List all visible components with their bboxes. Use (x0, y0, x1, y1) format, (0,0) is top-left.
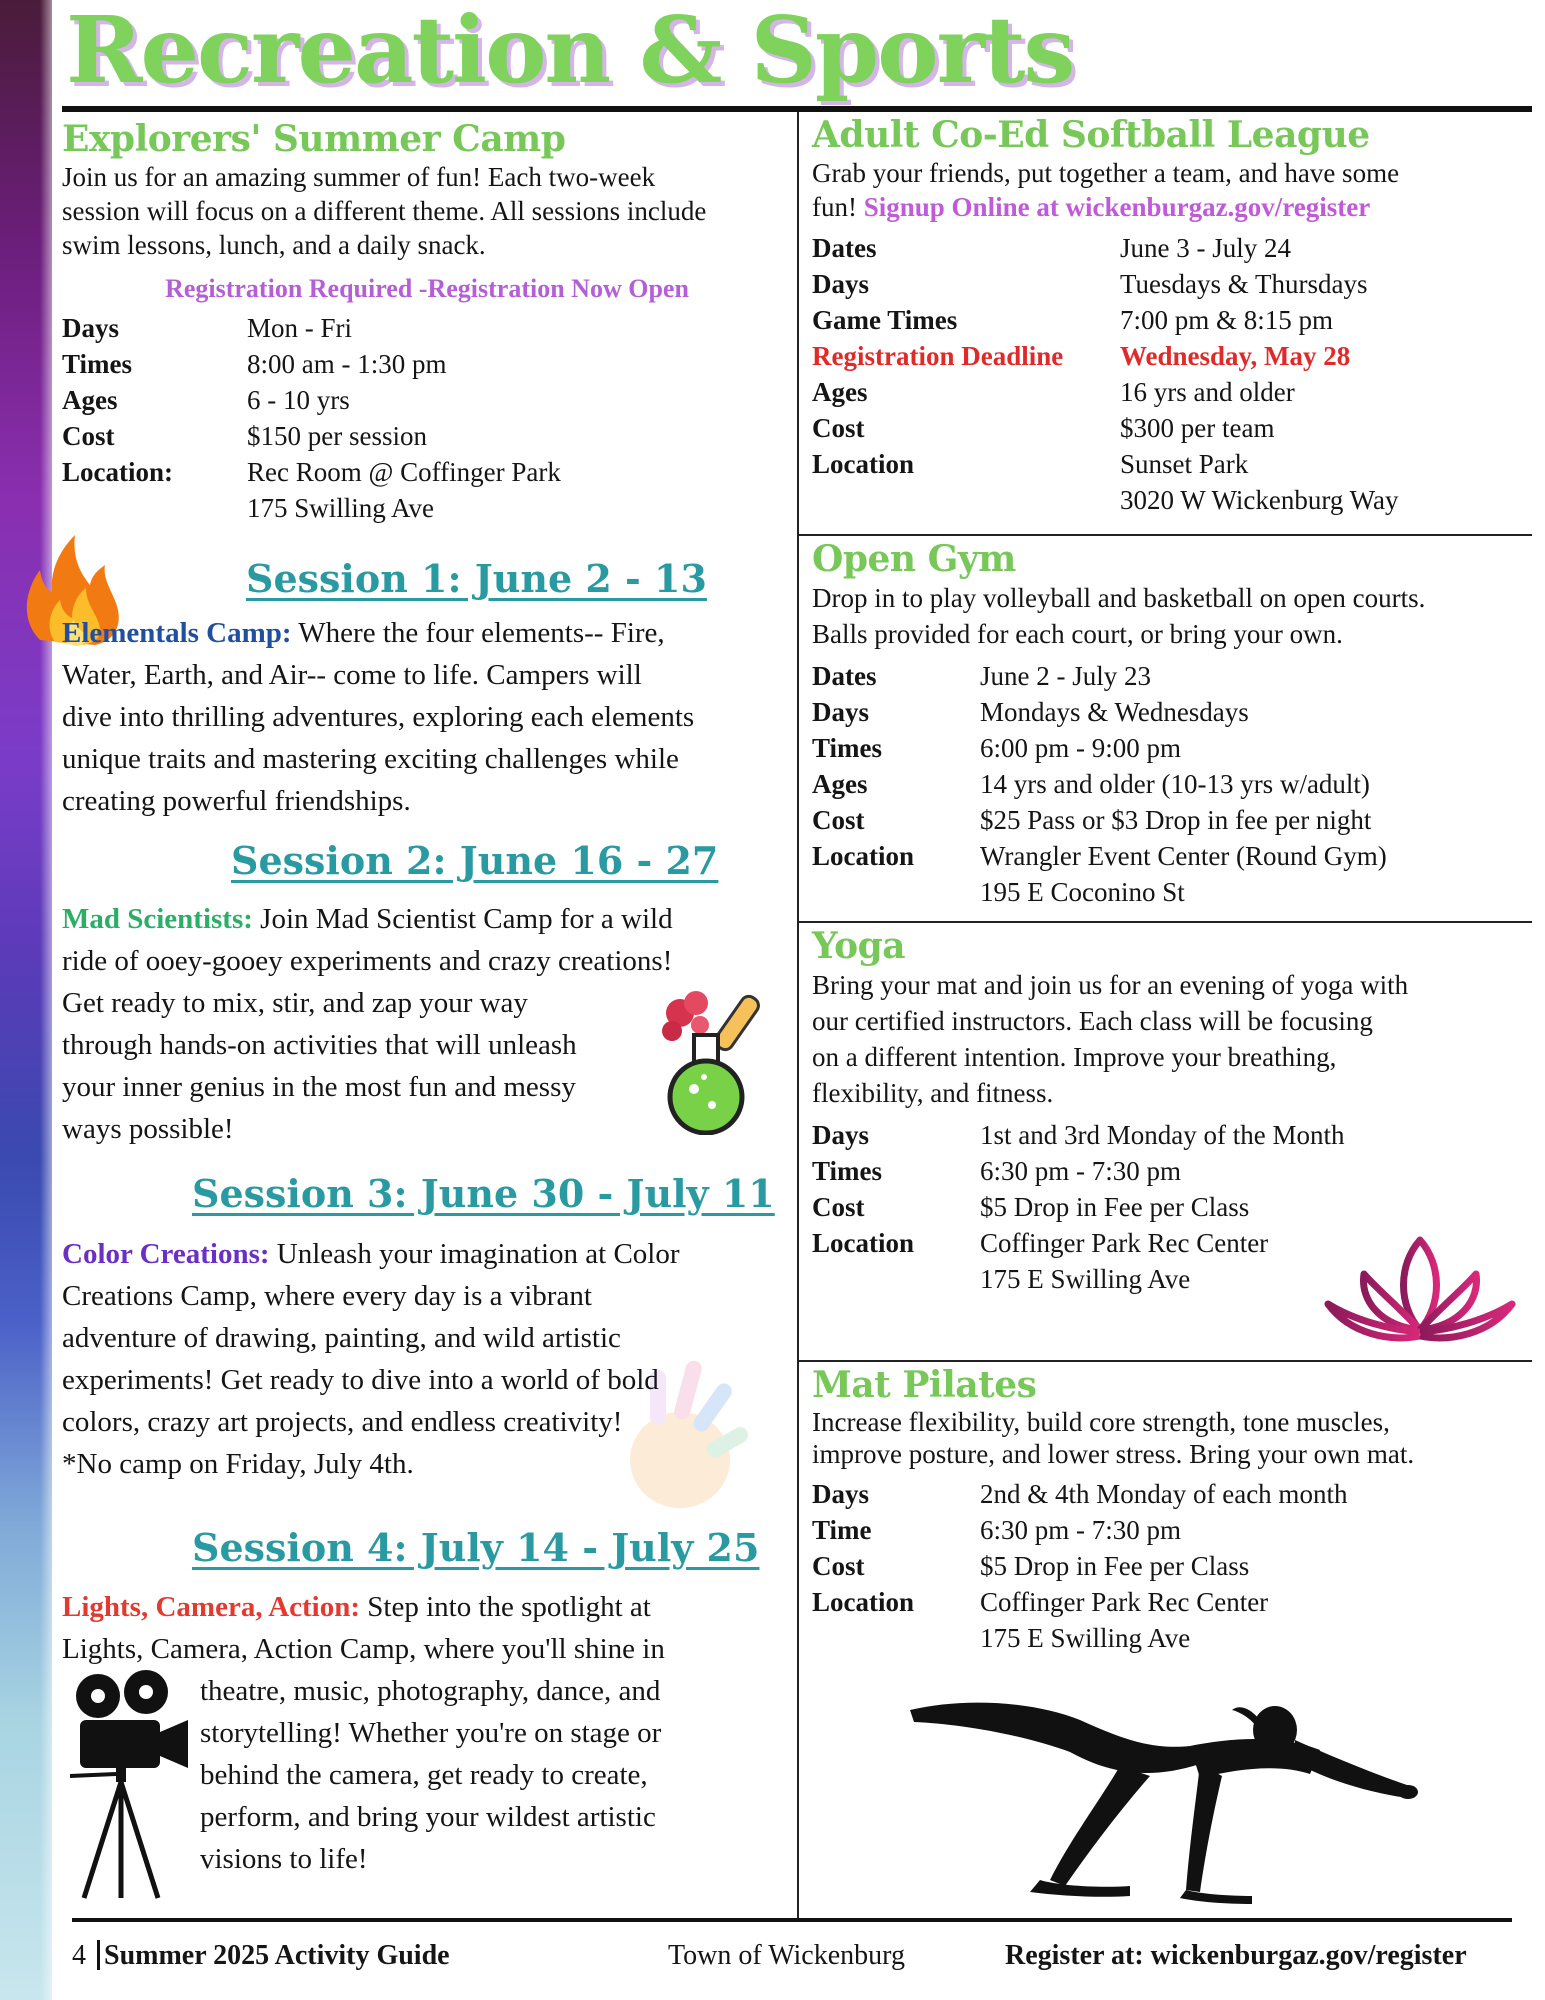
session-2-description (62, 898, 673, 1150)
session-1-title: Session 1: June 2 - 13 (246, 556, 707, 601)
info-value: 175 E Swilling Ave (980, 1264, 1191, 1294)
info-value: $5 Drop in Fee per Class (980, 1551, 1250, 1581)
session-line: Where the four elements-- Fire, (291, 617, 665, 649)
info-value: 6:30 pm - 7:30 pm (980, 1156, 1181, 1186)
explorers-info-table (62, 310, 561, 526)
deadline-value: Wednesday, May 28 (1120, 341, 1351, 371)
session-line: Unleash your imagination at Color (269, 1238, 680, 1270)
deadline-label: Registration Deadline (812, 341, 1064, 371)
info-label: Cost (812, 1551, 865, 1581)
session-line: behind the camera, get ready to create, (200, 1759, 648, 1791)
decorative-smoke-border (0, 0, 52, 2000)
session-name: Lights, Camera, Action: (62, 1591, 361, 1623)
intro-line: flexibility, and fitness. (812, 1078, 1054, 1108)
bottom-divider (72, 1918, 1512, 1922)
info-label: Location (812, 449, 915, 479)
open-gym-heading: Open Gym (812, 538, 1016, 580)
softball-intro (812, 156, 1532, 224)
session-line: visions to life! (200, 1843, 368, 1875)
session-3-description (62, 1233, 680, 1485)
yoga-heading: Yoga (812, 925, 906, 967)
info-label: Location: (62, 457, 173, 487)
info-value: 1st and 3rd Monday of the Month (980, 1120, 1345, 1150)
session-line: experiments! Get ready to dive into a world of bold (62, 1364, 659, 1396)
yoga-info-table (812, 1117, 1344, 1297)
session-line: theatre, music, photography, dance, and (200, 1675, 661, 1707)
softball-section (812, 114, 1532, 518)
info-value: 8:00 am - 1:30 pm (247, 349, 447, 379)
info-value: Mondays & Wednesdays (980, 697, 1249, 727)
intro-line: session will focus on a different theme. All sessions include (62, 196, 707, 226)
footer-town: Town of Wickenburg (668, 1940, 905, 1971)
session-4-description (62, 1586, 665, 1670)
intro-line: Bring your mat and join us for an evening of yoga with (812, 970, 1409, 1000)
session-line: Lights, Camera, Action Camp, where you'll shine in (62, 1633, 665, 1665)
info-value: 7:00 pm & 8:15 pm (1120, 305, 1334, 335)
session-4-title: Session 4: July 14 - July 25 (192, 1525, 760, 1570)
session-line: creating powerful friendships. (62, 785, 411, 817)
info-label: Times (812, 733, 883, 763)
info-value: Mon - Fri (247, 313, 353, 343)
page-number: 4 (72, 1940, 86, 1971)
info-label: Days (812, 1120, 870, 1150)
info-label: Days (62, 313, 120, 343)
registration-note: Registration Required -Registration Now Open (165, 274, 689, 303)
info-value: Sunset Park (1120, 449, 1249, 479)
info-value: Wrangler Event Center (Round Gym) (980, 841, 1387, 871)
info-value: $5 Drop in Fee per Class (980, 1192, 1250, 1222)
open-gym-section (812, 538, 1532, 910)
intro-line: Increase flexibility, build core strength, tone muscles, (812, 1407, 1390, 1437)
session-line: ride of ooey-gooey experiments and crazy creations! (62, 945, 673, 977)
session-line: Join Mad Scientist Camp for a wild (252, 903, 673, 935)
softball-heading: Adult Co-Ed Softball League (812, 114, 1370, 156)
info-label: Cost (812, 413, 865, 443)
signup-link[interactable]: Signup Online at wickenburgaz.gov/register (863, 192, 1371, 222)
intro-line: swim lessons, lunch, and a daily snack. (62, 230, 486, 260)
pilates-heading: Mat Pilates (812, 1364, 1037, 1406)
footer-register-link[interactable]: Register at: wickenburgaz.gov/register (1005, 1940, 1467, 1971)
session-1-description (62, 612, 694, 822)
movie-camera-icon (70, 1670, 195, 1905)
column-divider (797, 112, 799, 1920)
intro-line: on a different intention. Improve your breathing, (812, 1042, 1337, 1072)
session-name: Mad Scientists: (62, 903, 253, 935)
session-3-title: Session 3: June 30 - July 11 (192, 1171, 775, 1216)
info-value: 6:00 pm - 9:00 pm (980, 733, 1181, 763)
info-label: Dates (812, 661, 877, 691)
session-line: Get ready to mix, stir, and zap your way (62, 987, 528, 1019)
info-label (812, 1261, 980, 1297)
session-line: adventure of drawing, painting, and wild artistic (62, 1322, 621, 1354)
pilates-section (812, 1364, 1532, 1656)
info-value: June 3 - July 24 (1120, 233, 1291, 263)
session-line: Water, Earth, and Air-- come to life. Campers will (62, 659, 642, 691)
yoga-intro (812, 967, 1532, 1111)
info-value: 6 - 10 yrs (247, 385, 350, 415)
session-line: unique traits and mastering exciting challenges while (62, 743, 679, 775)
session-line: Creations Camp, where every day is a vibrant (62, 1280, 592, 1312)
info-label: Game Times (812, 305, 958, 335)
explorers-camp-section (62, 118, 792, 526)
open-gym-info-table (812, 658, 1387, 910)
intro-line: our certified instructors. Each class will be focusing (812, 1006, 1373, 1036)
lotus-icon (1320, 1230, 1520, 1350)
info-value: 2nd & 4th Monday of each month (980, 1479, 1348, 1509)
section-divider (799, 534, 1532, 536)
pilates-info-table (812, 1476, 1347, 1656)
pilates-silhouette-icon (900, 1690, 1420, 1910)
page-title: Recreation & Sports (66, 0, 1074, 104)
info-value: 14 yrs and older (10-13 yrs w/adult) (980, 769, 1370, 799)
info-value: 195 E Coconino St (980, 877, 1185, 907)
info-value: 3020 W Wickenburg Way (1120, 485, 1399, 515)
info-value: 6:30 pm - 7:30 pm (980, 1515, 1181, 1545)
flask-icon (650, 985, 790, 1135)
info-value: $300 per team (1120, 413, 1275, 443)
info-label: Cost (812, 1192, 865, 1222)
info-value: June 2 - July 23 (980, 661, 1151, 691)
info-label (62, 490, 247, 526)
footer-left (72, 1940, 450, 1972)
intro-line: fun! (812, 192, 864, 222)
info-value: Tuesdays & Thursdays (1120, 269, 1368, 299)
info-value: 16 yrs and older (1120, 377, 1295, 407)
info-label: Times (812, 1156, 883, 1186)
intro-line: improve posture, and lower stress. Bring your own mat. (812, 1439, 1415, 1469)
info-label (812, 1620, 980, 1656)
info-value: Rec Room @ Coffinger Park (247, 457, 561, 487)
session-line: through hands-on activities that will unleash (62, 1029, 577, 1061)
session-line: Step into the spotlight at (360, 1591, 651, 1623)
info-label: Ages (812, 377, 868, 407)
section-divider (799, 921, 1532, 923)
info-value: Coffinger Park Rec Center (980, 1228, 1269, 1258)
info-label: Days (812, 1479, 870, 1509)
open-gym-intro (812, 580, 1532, 652)
session-line: perform, and bring your wildest artistic (200, 1801, 656, 1833)
session-line: dive into thrilling adventures, exploring each elements (62, 701, 695, 733)
footer-separator (97, 1940, 100, 1970)
intro-line: Balls provided for each court, or bring your own. (812, 619, 1343, 649)
intro-line: Drop in to play volleyball and basketball on open courts. (812, 583, 1426, 613)
info-value: Coffinger Park Rec Center (980, 1587, 1269, 1617)
info-label: Dates (812, 233, 877, 263)
info-label (812, 482, 1120, 518)
info-label: Cost (812, 805, 865, 835)
session-line: *No camp on Friday, July 4th. (62, 1448, 414, 1480)
info-label: Ages (62, 385, 118, 415)
session-2-title: Session 2: June 16 - 27 (231, 838, 719, 883)
info-label: Times (62, 349, 133, 379)
session-line: your inner genius in the most fun and messy (62, 1071, 576, 1103)
softball-info-table (812, 230, 1398, 518)
info-label: Ages (812, 769, 868, 799)
info-label: Days (812, 697, 870, 727)
session-4-description-cont (200, 1670, 661, 1880)
intro-line: Join us for an amazing summer of fun! Each two-week (62, 162, 656, 192)
session-line: ways possible! (62, 1113, 234, 1145)
info-label: Time (812, 1515, 872, 1545)
info-label (812, 874, 980, 910)
info-label: Location (812, 841, 915, 871)
guide-title: Summer 2025 Activity Guide (104, 1940, 450, 1971)
info-value: 175 Swilling Ave (247, 493, 435, 523)
info-label: Days (812, 269, 870, 299)
session-line: storytelling! Whether you're on stage or (200, 1717, 662, 1749)
info-value: 175 E Swilling Ave (980, 1623, 1191, 1653)
section-divider (799, 1360, 1532, 1362)
session-name: Elementals Camp: (62, 617, 292, 649)
info-label: Location (812, 1587, 915, 1617)
session-line: colors, crazy art projects, and endless creativity! (62, 1406, 623, 1438)
pilates-intro (812, 1406, 1532, 1470)
info-label: Cost (62, 421, 115, 451)
explorers-intro (62, 160, 792, 262)
explorers-heading: Explorers' Summer Camp (62, 118, 566, 160)
intro-line: Grab your friends, put together a team, and have some (812, 158, 1400, 188)
info-label: Location (812, 1228, 915, 1258)
info-value: $25 Pass or $3 Drop in fee per night (980, 805, 1372, 835)
info-value: $150 per session (247, 421, 427, 451)
session-name: Color Creations: (62, 1238, 270, 1270)
